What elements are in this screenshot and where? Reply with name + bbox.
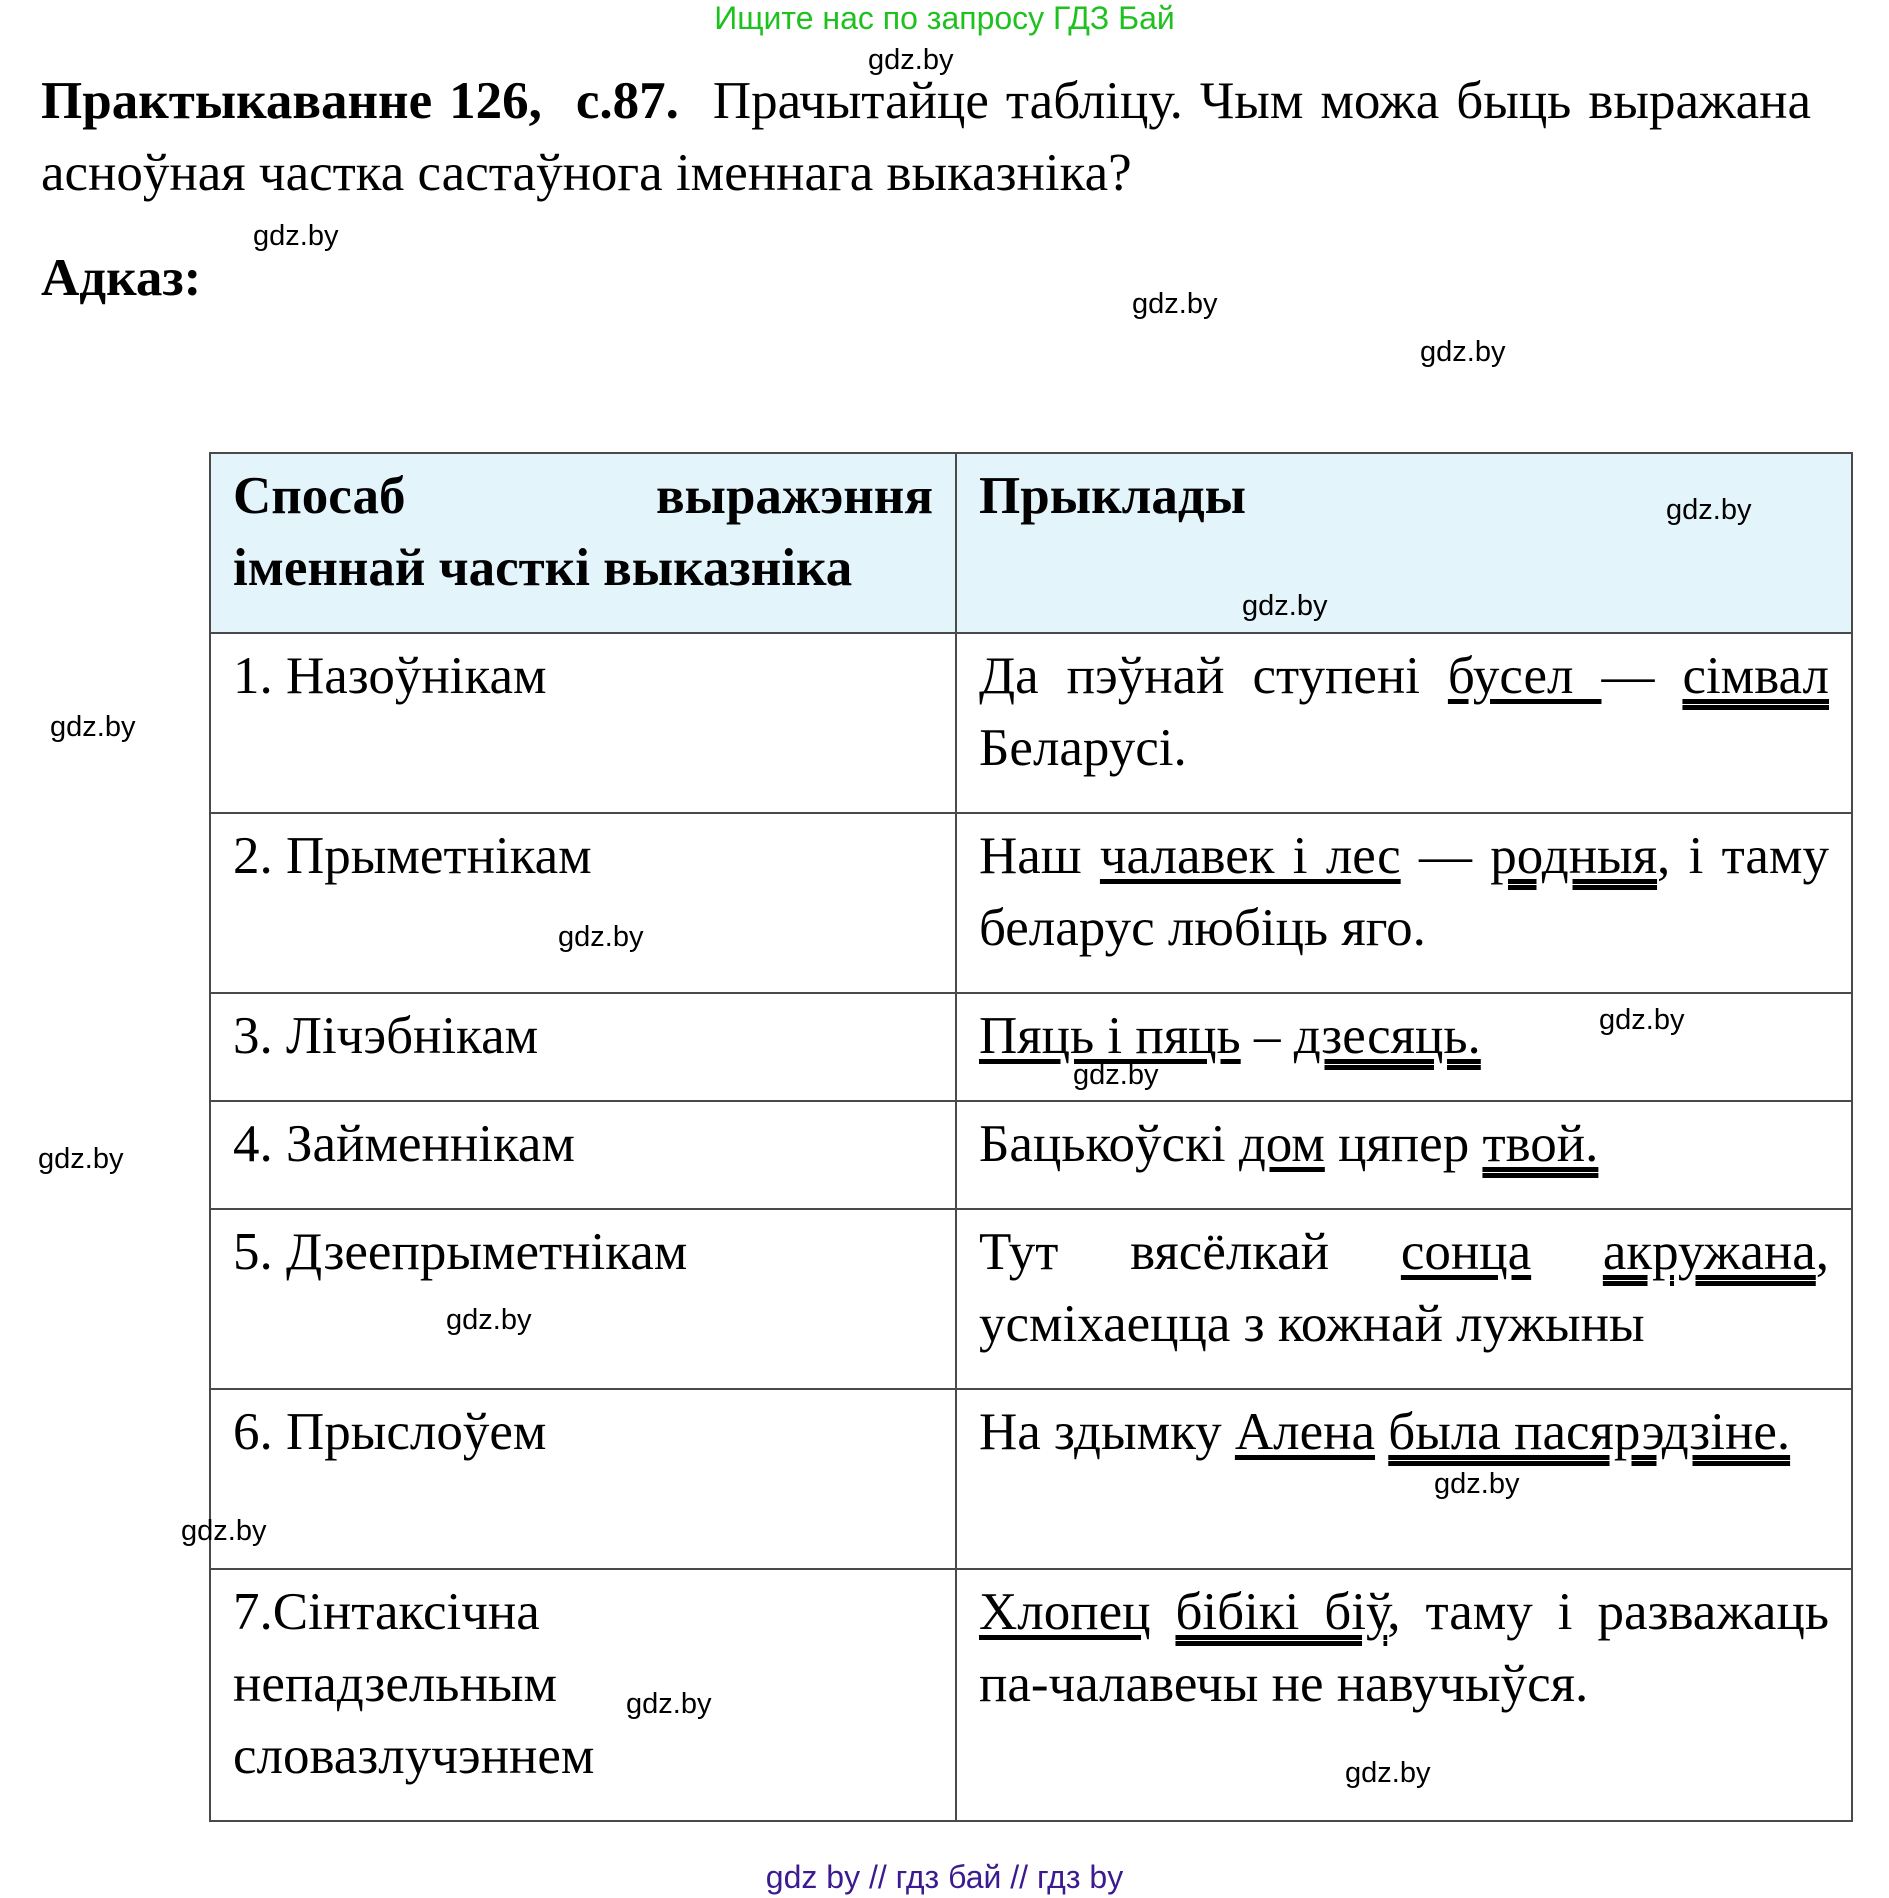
example-text: — [1400, 827, 1491, 885]
table-row [210, 633, 1852, 813]
header-method-line1 [233, 460, 933, 532]
watermark: gdz.by [1242, 590, 1328, 622]
method-cell: 4. Займеннікам [210, 1101, 956, 1209]
predicate-word: родныя [1490, 827, 1658, 885]
method-line: 7.Сінтаксічна [233, 1583, 540, 1641]
example-cell [956, 1209, 1852, 1389]
watermark: gdz.by [50, 711, 136, 743]
example-text [1150, 1583, 1175, 1641]
task-text: Прачытайце табліцу. Чым можа быць выражана асноўная частка састаўнога іменнага выказніка? [41, 72, 1812, 202]
table-row [210, 1569, 1852, 1821]
example-cell [956, 1101, 1852, 1209]
example-text: Тут вясёлкай [979, 1223, 1401, 1281]
predicate-word: акружана [1602, 1223, 1816, 1281]
example-text: На здымку [979, 1403, 1235, 1461]
example-text: Бацькоўскі [979, 1115, 1239, 1173]
subject-word: Алена [1234, 1403, 1376, 1461]
watermark: gdz.by [1434, 1468, 1520, 1500]
table-header-row [210, 453, 1852, 633]
subject-word: Хлопец [979, 1583, 1151, 1641]
example-text: Беларусі. [979, 719, 1187, 777]
example-text: Наш [979, 827, 1100, 885]
header-method-word2: выражэння [655, 467, 933, 525]
watermark: gdz.by [558, 921, 644, 953]
example-cell [956, 1389, 1852, 1569]
example-cell [956, 633, 1852, 813]
table-row [210, 813, 1852, 993]
example-text: — [1601, 647, 1683, 705]
page-number: с.87. [575, 72, 679, 130]
table-row [210, 1209, 1852, 1389]
watermark: gdz.by [1132, 288, 1218, 320]
header-method-line2: іменнай часткі выказніка [233, 539, 853, 597]
example-text: , і таму беларус любіць яго. [979, 827, 1829, 957]
watermark: gdz.by [253, 220, 339, 252]
method-cell: 6. Прыслоўем [210, 1389, 956, 1569]
example-text [1375, 1403, 1388, 1461]
method-cell: 5. Дзеепрыметнікам [210, 1209, 956, 1389]
example-text [1531, 1223, 1603, 1281]
example-text: , усміхаецца з кожнай лужыны [979, 1223, 1830, 1353]
example-cell [956, 813, 1852, 993]
exercise-number: Практыкаванне 126, [41, 72, 542, 130]
subject-word: дом [1238, 1115, 1325, 1173]
watermark: gdz.by [181, 1515, 267, 1547]
watermark: gdz.by [626, 1688, 712, 1720]
footer-links: gdz by // гдз бай // гдз by [765, 1859, 1124, 1895]
watermark: gdz.by [868, 44, 954, 76]
method-cell: 3. Лічэбнікам [210, 993, 956, 1101]
subject-word: Пяць і пяць [979, 1007, 1241, 1065]
watermark: gdz.by [1345, 1757, 1431, 1789]
header-examples: Прыклады [956, 453, 1852, 633]
method-cell [210, 1569, 956, 1821]
table-row [210, 1101, 1852, 1209]
method-line: непадзельным [233, 1655, 557, 1713]
top-banner: Ищите нас по запросу ГДЗ Бай [714, 0, 1175, 36]
watermark: gdz.by [1420, 336, 1506, 368]
subject-word: чалавек і лес [1099, 827, 1401, 885]
predicate-table [209, 452, 1853, 1822]
example-text: цяпер [1324, 1115, 1483, 1173]
method-cell: 1. Назоўнікам [210, 633, 956, 813]
method-line: словазлучэннем [233, 1727, 595, 1785]
exercise-heading [41, 65, 1811, 209]
header-method [210, 453, 956, 633]
example-text: , таму і разважаць па-чалавечы не навучыўся. [979, 1583, 1829, 1713]
predicate-word: сімвал [1682, 647, 1829, 705]
answer-label: Адказ: [41, 249, 202, 307]
table-row [210, 1389, 1852, 1569]
watermark: gdz.by [1599, 1004, 1685, 1036]
watermark: gdz.by [1073, 1059, 1159, 1091]
watermark: gdz.by [1666, 494, 1752, 526]
example-text: Да пэўнай ступені [979, 647, 1448, 705]
predicate-word: бібікі біў [1175, 1583, 1388, 1641]
subject-word: сонца [1400, 1223, 1532, 1281]
predicate-word: дзесяць. [1293, 1007, 1481, 1065]
watermark: gdz.by [38, 1143, 124, 1175]
method-cell: 2. Прыметнікам [210, 813, 956, 993]
predicate-word: была пасярэдзіне. [1388, 1403, 1791, 1461]
example-text: – [1240, 1007, 1294, 1065]
watermark: gdz.by [446, 1304, 532, 1336]
predicate-word: твой. [1482, 1115, 1599, 1173]
subject-word: бусел [1447, 647, 1602, 705]
header-method-word1: Спосаб [233, 467, 406, 525]
